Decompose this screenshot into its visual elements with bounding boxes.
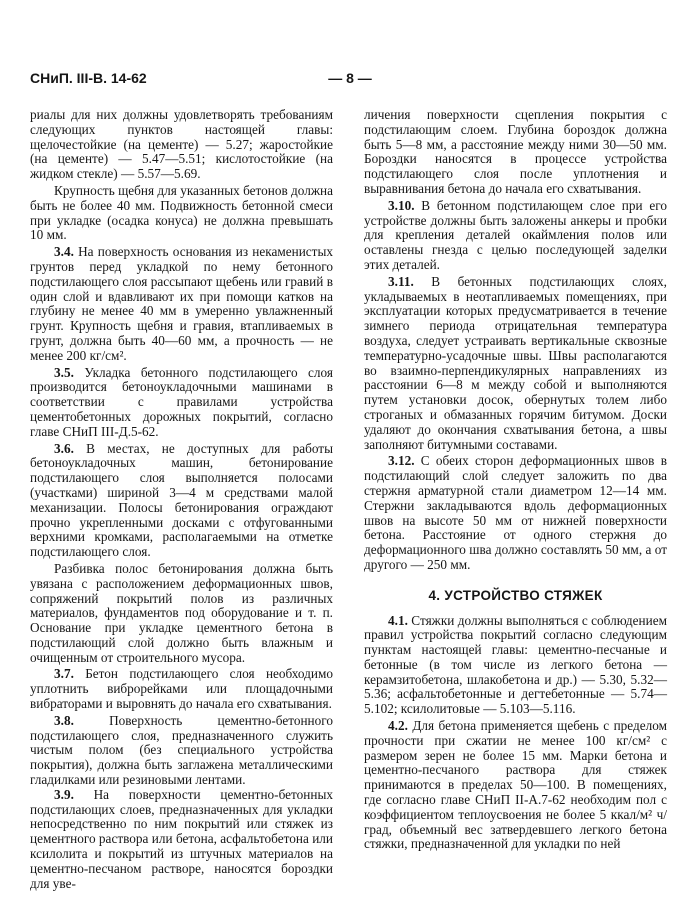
paragraph-text: В бетонном подстилающем слое при его устройстве должны быть заложены анкеры и пробки для крепления деталей окаймления полов или оставлены гнезда с целью последующей заделки этих деталей. bbox=[364, 197, 667, 272]
paragraph bbox=[30, 442, 333, 560]
section-title: 4. УСТРОЙСТВО СТЯЖЕК bbox=[428, 587, 603, 603]
paragraph-text: Бетон подстилающего слоя необходимо уплотнить виброрейками или площадочными вибраторами и выровнять до начала его схватывания. bbox=[30, 666, 333, 712]
paragraph bbox=[30, 366, 333, 440]
paragraph bbox=[364, 719, 667, 852]
paragraph bbox=[30, 714, 333, 788]
paragraph-number: 3.12. bbox=[388, 453, 415, 469]
paragraph bbox=[364, 454, 667, 572]
page-header bbox=[30, 70, 670, 90]
paragraph-text: Разбивка полос бетонирования должна быть увязана с расположением деформационных швов, сопряжений покрытий полов из различных материалов, фундаментов под оборудование и т. п. Основание при укладке цементного бетона в подстилающий слой должно быть влажным и очищенным от строительного мусора. bbox=[30, 560, 333, 665]
paragraph bbox=[364, 199, 667, 273]
paragraph-number: 3.6. bbox=[54, 440, 74, 456]
paragraph bbox=[30, 184, 333, 243]
page-number: — 8 — bbox=[328, 70, 372, 86]
paragraph-text: В местах, не доступных для работы бетоноукладочных машин, бетонирование подстилающего слоя выполняется полосами (участками) шириной 3—4 м средствами малой механизации. Полосы бетонирования ограждают прочно укрепленными досками с отфугованными верхними кромками, располагаемыми на отметке подстилающего слоя. bbox=[30, 440, 333, 560]
paragraph-number: 3.10. bbox=[388, 197, 415, 213]
paragraph-number: 3.9. bbox=[54, 786, 74, 802]
paragraph-text: В бетонных подстилающих слоях, укладываемых в неотапливаемых помещениях, при эксплуатации которых предусматривается в течение зимнего периода отрицательная температура воздуха, следует устраивать вертикальные сквозные температурно-усадочные швы. Швы располагаются во взаимно-перпендикулярных направлениях из расстоянии 6—8 м между собой и выполняются путем установки досок, обернутых толем либо строганых и обмазанных горячим битумом. Доски удаляют до окончания схватывания бетона, а швы заполняют битумными составами. bbox=[364, 273, 667, 452]
paragraph bbox=[30, 245, 333, 363]
paragraph-text: На поверхности цементно-бетонных подстилающих слоев, предназначенных для укладки непосредственно по ним покрытий или стяжек из цементного раствора или бетона, асфальтобетона или ксилолита и покрытий из штучных материалов на цементно-песчаном растворе, наносятся бороздки для уве- bbox=[30, 786, 333, 891]
paragraph-number: 3.5. bbox=[54, 364, 74, 380]
paragraph bbox=[30, 667, 333, 711]
paragraph-text: Крупность щебня для указанных бетонов должна быть не более 40 мм. Подвижность бетонной смеси при укладке (осадка конуса) не должна превышать 10 мм. bbox=[30, 182, 333, 243]
paragraph bbox=[30, 108, 333, 182]
paragraph-number: 3.8. bbox=[54, 712, 74, 728]
paragraph-text: На поверхность основания из некаменистых грунтов перед укладкой по нему бетонного подстилающего слоя рассыпают щебень или гравий в один слой и вдавливают их при помощи катков на глубину не менее 40 мм в умеренно увлажненный грунт. Крупность щебня и гравия, втапливаемых в грунт, должна быть 40—60 мм, а прочность — не менее 200 кг/см². bbox=[30, 244, 334, 363]
paragraph bbox=[364, 614, 667, 718]
paragraph-text: Укладка бетонного подстилающего слоя производится бетоноукладочными машинами в соответствии с правилами устройства цементобетонных дорожных покрытий, согласно главе СНиП III-Д.5-62. bbox=[30, 364, 334, 439]
paragraph-number: 3.7. bbox=[54, 666, 74, 682]
paragraph-number: 4.2. bbox=[388, 718, 408, 734]
left-column bbox=[30, 108, 333, 891]
paragraph-number: 3.11. bbox=[388, 273, 414, 289]
paragraph bbox=[364, 108, 667, 197]
document-code: СНиП. III-В. 14-62 bbox=[30, 70, 147, 86]
paragraph bbox=[364, 275, 667, 453]
paragraph bbox=[30, 562, 333, 666]
paragraph-text: С обеих сторон деформационных швов в подстилающий слой следует заложить по два стержня арматурной стали диаметром 12—14 мм. Стержни закладываются вдоль деформационных швов на высоте 50 мм от нижней поверхности бетона. Расстояние от одного стержня до деформационного шва должно составлять 50 мм, а от другого — 250 мм. bbox=[364, 453, 667, 572]
paragraph-text: Поверхность цементно-бетонного подстилающего слоя, предназначенного служить чистым полом (без специального устройства покрытия), должна быть заглажена металлическими гладилками или резиновыми лентами. bbox=[30, 712, 333, 788]
paragraph-number: 3.4. bbox=[54, 244, 74, 260]
paragraph bbox=[30, 788, 333, 892]
paragraph-text: личения поверхности сцепления покрытия с подстилающим слоем. Глубина бороздок должна быть 5—8 мм, а расстояние между ними 30—50 мм. Бороздки наносятся в процессе устройства подстилающего слоя после уплотнения и выравнивания бетона до начала его схватывания. bbox=[364, 107, 667, 196]
paragraph-text: риалы для них должны удовлетворять требованиям следующих пунктов настоящей главы: щелочестойкие (на цементе) — 5.27; жаростойкие (на цементе) — 5.47—5.51; кислотостойкие (на жидком стекле) — 5.57—5.69. bbox=[30, 107, 333, 182]
paragraph-text: Для бетона применяется щебень с пределом прочности при сжатии не менее 100 кг/см² с размером зерен не более 15 мм. Марки бетона и цементно-песчаного раствора для стяжек принимаются в пределах 50—100. В помещениях, где согласно главе СНиП II-А.7-62 необходим пол с коэффициентом теплоусвоения не более 5 ккал/м² ч/град, объемный вес затвердевшего легкого бетона стяжки, предназначенной для укладки по ней bbox=[364, 718, 667, 852]
right-column bbox=[364, 108, 667, 852]
paragraph-text: Стяжки должны выполняться с соблюдением правил устройства покрытий согласно следующим пунктам настоящей главы: цементно-песчаные и бетонные (в том числе из легкого бетона — керамзитобетона, шлакобетона и др.) — 5.30, 5.32—5.36; асфальтобетонные и дегтебетонные — 5.74—5.102; ксилолитовые — 5.103—5.116. bbox=[364, 612, 667, 717]
paragraph-number: 4.1. bbox=[388, 612, 408, 628]
